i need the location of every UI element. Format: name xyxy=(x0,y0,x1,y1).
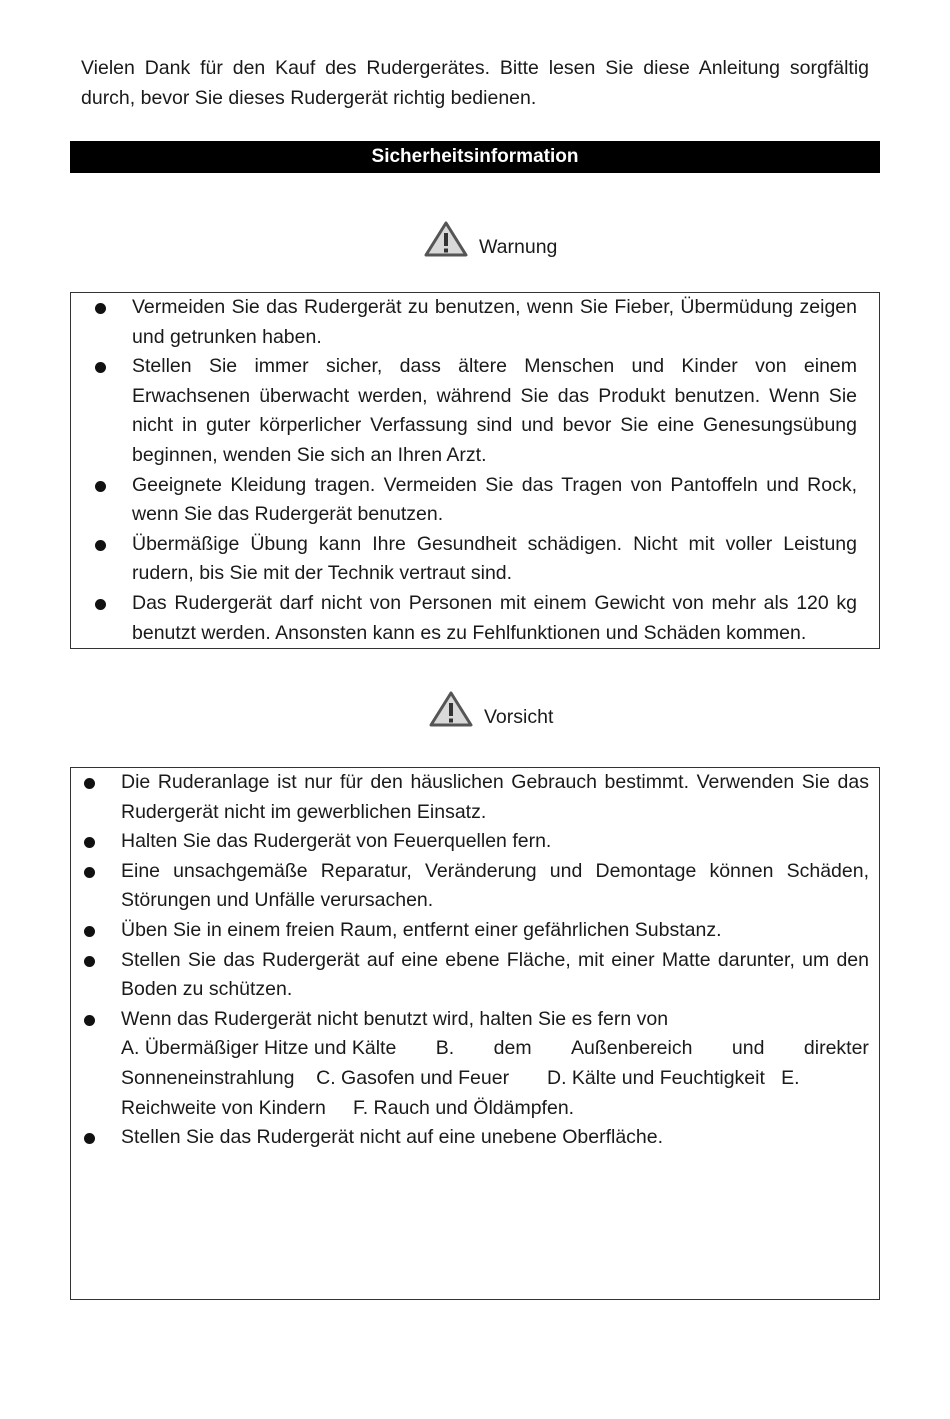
bullet-icon xyxy=(95,303,106,314)
list-item xyxy=(121,1005,869,1123)
bullet-icon xyxy=(84,837,95,848)
bullet-icon xyxy=(84,1133,95,1144)
section-title-bar: Sicherheitsinformation xyxy=(70,141,880,173)
list-item: Übermäßige Übung kann Ihre Gesundheit schädigen. Nicht mit voller Leistung rudern, bis Sie mit der Technik vertraut sind. xyxy=(132,530,857,589)
caution-label: Vorsicht xyxy=(484,706,554,728)
list-item: Halten Sie das Rudergerät von Feuerquellen fern. xyxy=(121,827,869,857)
bullet-icon xyxy=(84,867,95,878)
list-item: Eine unsachgemäße Reparatur, Veränderung und Demontage können Schäden, Störungen und Unfälle verursachen. xyxy=(121,857,869,916)
caution-box xyxy=(70,767,880,1300)
list-item: Die Ruderanlage ist nur für den häuslichen Gebrauch bestimmt. Verwenden Sie das Rudergerät nicht im gewerblichen Einsatz. xyxy=(121,768,869,827)
bullet-icon xyxy=(95,362,106,373)
keep-away-line-1: A. Übermäßiger Hitze und Kälte B. dem Außenbereich und direkter xyxy=(121,1037,869,1060)
keep-away-line-2: Sonneneinstrahlung C. Gasofen und Feuer D. Kälte und Feuchtigkeit E. xyxy=(121,1066,800,1089)
bullet-icon xyxy=(95,540,106,551)
list-item: Üben Sie in einem freien Raum, entfernt einer gefährlichen Substanz. xyxy=(121,916,869,946)
list-item: Stellen Sie immer sicher, dass ältere Menschen und Kinder von einem Erwachsenen überwacht werden, während Sie das Produkt benutzen. Wenn Sie nicht in guter körperlicher Verfassung sind und bevor Sie eine Genesungsübung beginnen, wenden Sie sich an Ihren Arzt. xyxy=(132,352,857,470)
bullet-icon xyxy=(95,599,106,610)
keep-away-intro: Wenn das Rudergerät nicht benutzt wird, halten Sie es fern von xyxy=(121,1007,669,1030)
warning-box xyxy=(70,292,880,649)
bullet-icon xyxy=(84,956,95,967)
list-item: Stellen Sie das Rudergerät nicht auf eine unebene Oberfläche. xyxy=(121,1123,869,1153)
list-item: Stellen Sie das Rudergerät auf eine ebene Fläche, mit einer Matte darunter, um den Boden zu schützen. xyxy=(121,946,869,1005)
warning-label: Warnung xyxy=(479,236,558,258)
warning-triangle-icon xyxy=(423,220,469,258)
keep-away-line-3: Reichweite von Kindern F. Rauch und Öldämpfen. xyxy=(121,1096,575,1119)
bullet-icon xyxy=(84,926,95,937)
bullet-icon xyxy=(84,778,95,789)
caution-list xyxy=(121,768,869,1153)
warning-triangle-icon xyxy=(428,690,474,728)
warning-list xyxy=(132,293,857,648)
bullet-icon xyxy=(84,1015,95,1026)
bullet-icon xyxy=(95,481,106,492)
list-item: Das Rudergerät darf nicht von Personen mit einem Gewicht von mehr als 120 kg benutzt werden. Ansonsten kann es zu Fehlfunktionen und Schäden kommen. xyxy=(132,589,857,648)
caution-heading xyxy=(428,690,553,728)
list-item: Vermeiden Sie das Rudergerät zu benutzen, wenn Sie Fieber, Übermüdung zeigen und getrunken haben. xyxy=(132,293,857,352)
list-item: Geeignete Kleidung tragen. Vermeiden Sie das Tragen von Pantoffeln und Rock, wenn Sie das Rudergerät benutzen. xyxy=(132,471,857,530)
intro-text: Vielen Dank für den Kauf des Rudergerätes. Bitte lesen Sie diese Anleitung sorgfältig durch, bevor Sie dieses Rudergerät richtig bedienen. xyxy=(81,57,869,109)
warning-heading xyxy=(423,220,557,258)
